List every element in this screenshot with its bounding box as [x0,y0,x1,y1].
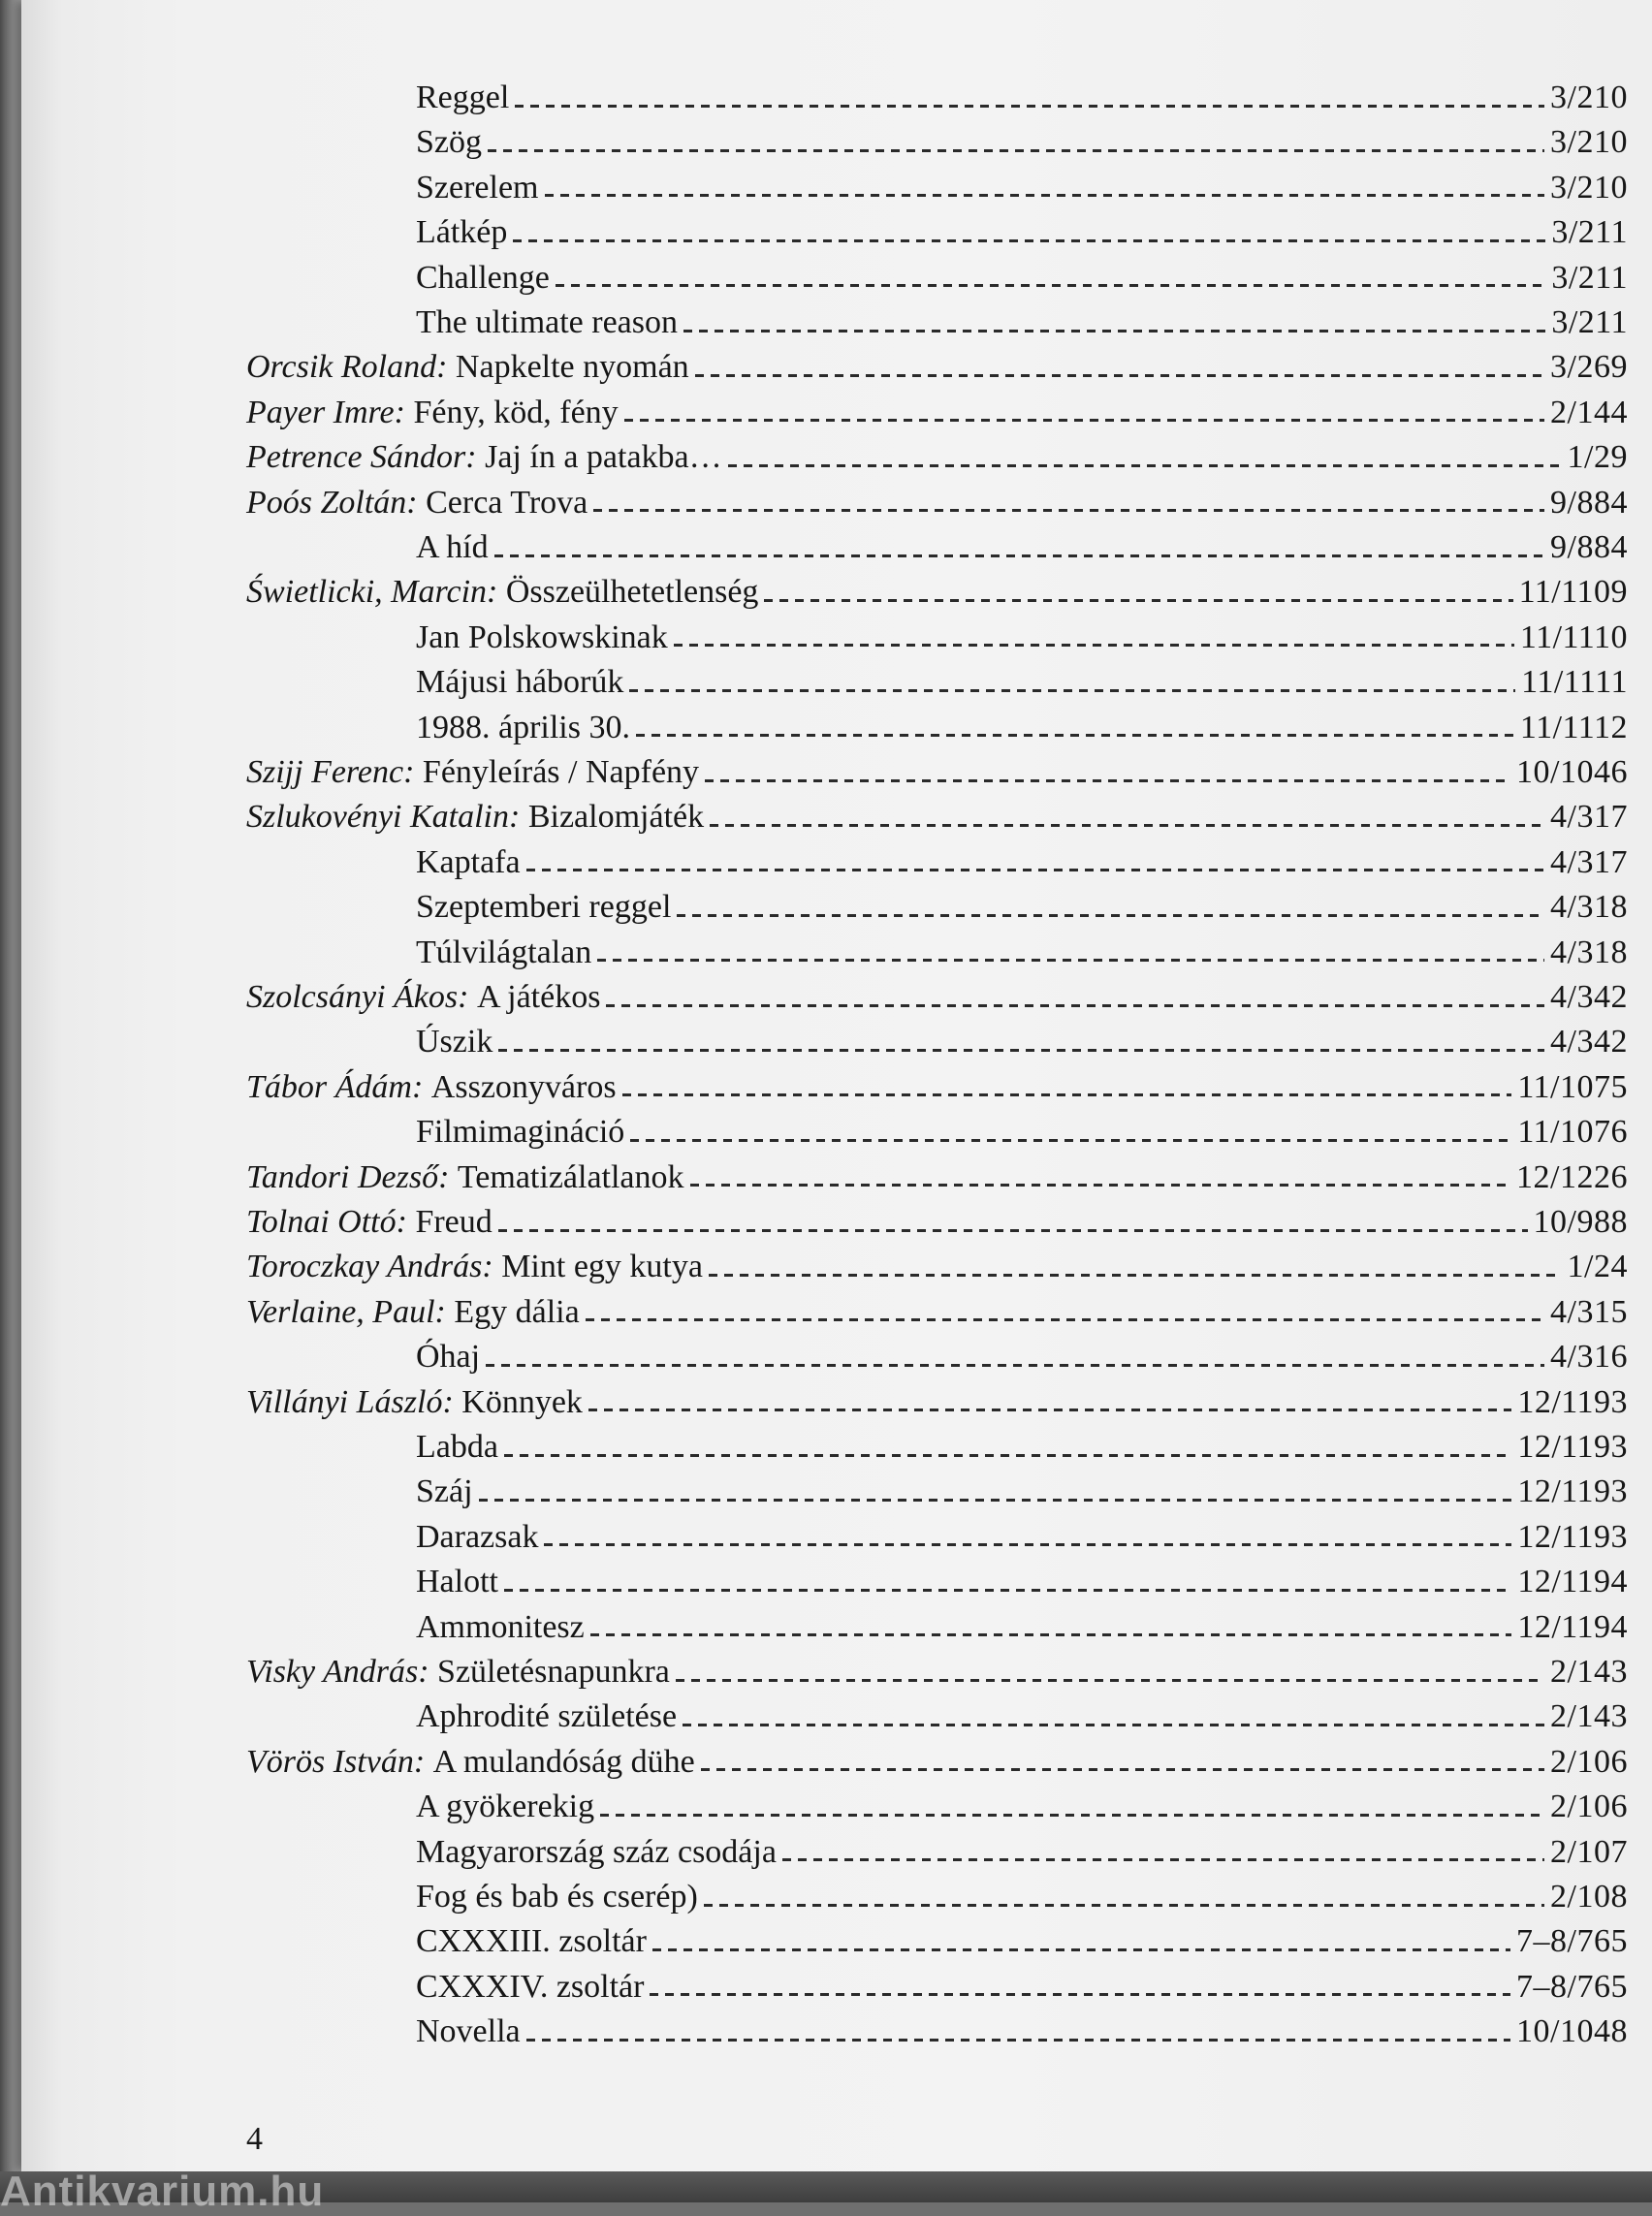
toc-subentry-line [416,710,1628,754]
toc-subentry-line [416,124,1628,169]
entry-title: Szerelem [416,169,539,206]
entry-title: Fog és bab és cserép) [416,1879,698,1915]
issue-page-ref: 2/143 [1550,1654,1628,1690]
dash-leader [588,1409,1511,1411]
entry-author: Tolnai Ottó: [246,1204,407,1240]
toc-entry [246,710,1628,754]
toc-subentry-line [416,1564,1628,1608]
entry-title: CXXXIV. zsoltár [416,1968,645,2005]
author-title-space [414,754,423,791]
author-title-space [493,1249,502,1285]
toc-subentry-line [416,1969,1628,2013]
entry-author: Poós Zoltán: [246,484,418,521]
toc-entry [246,1654,1628,1698]
issue-page-ref: 12/1194 [1517,1608,1628,1645]
entry-author: Szijj Ferenc: [246,754,415,790]
issue-page-ref: 4/342 [1550,979,1628,1015]
issue-page-ref: 4/318 [1550,934,1628,970]
toc-entry-line [246,1159,1628,1204]
issue-page-ref: 11/1112 [1519,709,1628,745]
toc-entry [246,1564,1628,1608]
toc-entry [246,170,1628,214]
entry-title: Challenge [416,259,550,296]
dash-leader [636,734,1514,737]
entry-title: Könnyek [461,1383,583,1420]
dash-leader [504,1589,1511,1592]
toc-subentry-line [416,1473,1628,1518]
dash-leader [650,1993,1510,1996]
issue-page-ref: 1/24 [1567,1249,1628,1285]
issue-page-ref: 4/318 [1550,889,1628,926]
dash-leader [764,599,1512,602]
toc-subentry-line [416,1114,1628,1158]
toc-entry-line [246,349,1628,394]
page-number: 4 [246,2121,263,2157]
toc-entry [246,1159,1628,1204]
issue-page-ref: 4/317 [1550,843,1628,880]
toc-entry-line [246,395,1628,439]
toc-subentry-line [416,1024,1628,1068]
toc-entry [246,1114,1628,1158]
dash-leader [544,1543,1511,1546]
author-title-space [449,1159,458,1196]
issue-page-ref: 12/1226 [1516,1158,1628,1195]
entry-author: Tábor Ádám: [246,1068,424,1105]
toc-entry-line [246,799,1628,843]
author-title-space [477,439,486,476]
toc-subentry-line [416,1609,1628,1654]
toc-entry-line [246,1249,1628,1293]
dash-leader [488,149,1544,152]
issue-page-ref: 4/317 [1550,799,1628,836]
toc-subentry-line [416,844,1628,889]
entry-author: Villányi László: [246,1383,454,1420]
entry-title: Freud [415,1204,492,1240]
toc-entry [246,1789,1628,1833]
author-title-space [425,1744,433,1781]
entry-title: 1988. április 30. [416,709,630,745]
entry-title: Napkelte nyomán [455,349,689,386]
entry-author: Payer Imre: [246,394,405,430]
entry-author: Petrence Sándor: [246,439,477,476]
toc-entry [246,349,1628,394]
issue-page-ref: 11/1075 [1517,1068,1628,1105]
entry-title: Óhaj [416,1339,481,1376]
author-title-space [423,1069,431,1106]
entry-title: Szeptemberi reggel [416,889,672,926]
entry-title: CXXXIII. zsoltár [416,1923,647,1960]
entry-title: Asszonyváros [430,1068,617,1105]
toc-entry [246,124,1628,169]
dash-leader [513,239,1545,242]
entry-author: Visky András: [246,1654,429,1690]
entry-title: Magyarország száz csodája [416,1833,777,1870]
dash-leader [701,1768,1544,1771]
toc-subentry-line [416,79,1628,124]
toc-subentry-line [416,1834,1628,1879]
dash-leader [498,1049,1544,1052]
dash-leader [586,1318,1544,1321]
toc-entry [246,1609,1628,1654]
issue-page-ref: 9/884 [1550,529,1628,565]
issue-page-ref: 3/211 [1551,259,1628,296]
toc-entry-line [246,1384,1628,1429]
issue-page-ref: 7–8/765 [1516,1968,1628,2005]
dash-leader [630,1139,1511,1142]
entry-title: Aphrodité születése [416,1698,678,1735]
author-title-space [454,1384,462,1421]
toc-subentry-line [416,214,1628,259]
toc-entry [246,485,1628,529]
toc-entry [246,1249,1628,1293]
book-spine-edge [0,0,21,2202]
issue-page-ref: 1/29 [1567,439,1628,476]
dash-leader [515,105,1544,108]
author-title-space [447,349,456,386]
toc-entry [246,619,1628,664]
entry-title: A mulandóság dühe [432,1743,695,1780]
issue-page-ref: 11/1109 [1518,574,1628,611]
issue-page-ref: 3/269 [1550,349,1628,386]
toc-entry-line [246,979,1628,1024]
issue-page-ref: 4/342 [1550,1024,1628,1061]
toc-subentry-line [416,1339,1628,1383]
dash-leader [600,1814,1544,1817]
toc-subentry-line [416,304,1628,349]
entry-title: Ammonitesz [416,1608,585,1645]
dash-leader [728,464,1562,467]
author-title-space [446,1294,455,1331]
toc-entry [246,754,1628,799]
issue-page-ref: 3/210 [1550,79,1628,115]
issue-page-ref: 4/316 [1550,1339,1628,1376]
toc-entry [246,574,1628,618]
entry-title: Egy dália [454,1293,580,1330]
toc-subentry-line [416,934,1628,979]
entry-title: Születésnapunkra [437,1654,670,1690]
issue-page-ref: 10/988 [1533,1204,1628,1240]
toc-entry-line [246,1204,1628,1249]
issue-page-ref: 2/144 [1550,394,1628,430]
entry-author: Toroczkay András: [246,1249,493,1285]
entry-title: Úszik [416,1024,493,1061]
issue-page-ref: 12/1193 [1517,1383,1628,1420]
dash-leader [710,824,1544,827]
toc-entry [246,260,1628,304]
issue-page-ref: 12/1193 [1517,1429,1628,1465]
toc-entry [246,1294,1628,1339]
issue-page-ref: 11/1111 [1521,664,1628,701]
entry-title: Filmimagináció [416,1114,625,1151]
dash-leader [709,1274,1562,1277]
document-page [21,0,1652,2171]
entry-title: The ultimate reason [416,304,679,340]
entry-title: Túlvilágtalan [416,934,592,970]
toc-entry [246,1069,1628,1114]
entry-title: Száj [416,1473,473,1510]
toc-entry [246,529,1628,574]
dash-leader [504,1454,1511,1457]
dash-leader [704,1904,1544,1907]
entry-title: Reggel [416,79,510,115]
dash-leader [624,419,1544,422]
dash-leader [683,330,1545,332]
toc-subentry-line [416,1698,1628,1743]
entry-author: Tandori Dezső: [246,1158,450,1195]
toc-subentry-line [416,1923,1628,1968]
author-title-space [520,799,528,836]
issue-page-ref: 3/211 [1551,214,1628,251]
dash-leader [782,1858,1544,1861]
author-title-space [405,395,414,431]
author-title-space [429,1654,438,1691]
dash-leader [629,689,1515,692]
issue-page-ref: 2/106 [1550,1789,1628,1825]
issue-page-ref: 4/315 [1550,1293,1628,1330]
author-title-space [497,574,506,611]
entry-title: Jan Polskowskinak [416,618,668,655]
issue-page-ref: 11/1110 [1519,618,1628,655]
dash-leader [590,1633,1512,1636]
dash-leader [545,194,1545,197]
dash-leader [690,1184,1511,1187]
issue-page-ref: 3/210 [1550,169,1628,206]
toc-entry [246,1384,1628,1429]
entry-title: Labda [416,1429,498,1465]
issue-page-ref: 3/210 [1550,124,1628,161]
toc-entry [246,1429,1628,1473]
toc-entry [246,1969,1628,2013]
toc-entry [246,1879,1628,1923]
entry-author: Orcsik Roland: [246,349,448,386]
toc-entry [246,2013,1628,2058]
toc-entry [246,304,1628,349]
watermark: Antikvarium.hu [0,2168,325,2215]
entry-title: Jaj ín a patakba… [485,439,722,476]
dash-leader [597,959,1544,962]
dash-leader [479,1499,1512,1502]
dash-leader [526,869,1544,871]
toc-entry [246,979,1628,1024]
entry-title: Szög [416,124,482,161]
toc-entry-line [246,1069,1628,1114]
entry-title: Tematizálatlanok [457,1158,684,1195]
toc-subentry-line [416,664,1628,709]
entry-title: Novella [416,2013,521,2050]
toc-subentry-line [416,1429,1628,1473]
entry-author: Szlukovényi Katalin: [246,799,521,836]
toc-subentry-line [416,2013,1628,2058]
toc-subentry-line [416,619,1628,664]
entry-title: A gyökerekig [416,1789,595,1825]
toc-entry [246,395,1628,439]
issue-page-ref: 2/108 [1550,1879,1628,1915]
toc-subentry-line [416,889,1628,934]
dash-leader [683,1724,1544,1726]
toc-entry [246,889,1628,934]
dash-leader [593,509,1544,512]
toc-entry [246,1339,1628,1383]
author-title-space [468,979,477,1016]
entry-title: Májusi háborúk [416,664,624,701]
issue-page-ref: 2/143 [1550,1698,1628,1735]
author-title-space [418,485,427,522]
entry-title: Darazsak [416,1518,539,1555]
toc-entry-line [246,574,1628,618]
entry-title: Összeülhetetlenség [505,574,759,611]
toc-entry [246,1473,1628,1518]
toc-entry-line [246,485,1628,529]
dash-leader [494,554,1544,557]
entry-title: Halott [416,1564,498,1600]
issue-page-ref: 7–8/765 [1516,1923,1628,1960]
entry-author: Świetlicki, Marcin: [246,574,498,611]
toc-subentry-line [416,1879,1628,1923]
toc-entry-line [246,754,1628,799]
entry-title: Mint egy kutya [501,1249,703,1285]
entry-title: Kaptafa [416,843,521,880]
toc-entry [246,439,1628,484]
toc-subentry-line [416,1519,1628,1564]
issue-page-ref: 12/1194 [1517,1564,1628,1600]
toc-entry-line [246,1294,1628,1339]
issue-page-ref: 10/1048 [1516,2013,1628,2050]
dash-leader [526,2039,1510,2042]
dash-leader [705,779,1510,782]
entry-title: Fényleírás / Napfény [422,754,700,790]
issue-page-ref: 2/106 [1550,1743,1628,1780]
issue-page-ref: 3/211 [1551,304,1628,340]
toc-subentry-line [416,260,1628,304]
toc-entry-line [246,1654,1628,1698]
toc-entry [246,1204,1628,1249]
dash-leader [498,1229,1528,1232]
toc-subentry-line [416,170,1628,214]
dash-leader [486,1364,1544,1367]
issue-page-ref: 12/1193 [1517,1473,1628,1510]
entry-author: Szolcsányi Ákos: [246,979,469,1015]
toc-entry-line [246,1744,1628,1789]
entry-title: A híd [416,529,489,565]
entry-author: Verlaine, Paul: [246,1293,446,1330]
toc-entry [246,1834,1628,1879]
issue-page-ref: 9/884 [1550,484,1628,521]
dash-leader [556,284,1545,287]
entry-title: Fény, köd, fény [413,394,619,430]
toc-entry [246,79,1628,124]
entry-title: Bizalomjáték [527,799,705,836]
dash-leader [674,644,1514,647]
dash-leader [606,1004,1544,1007]
toc-entry [246,799,1628,843]
entry-title: A játékos [476,979,601,1015]
author-title-space [407,1204,416,1241]
toc-entry-line [246,439,1628,484]
toc-subentry-line [416,529,1628,574]
issue-page-ref: 2/107 [1550,1833,1628,1870]
toc-subentry-line [416,1789,1628,1833]
toc-entry [246,1519,1628,1564]
issue-page-ref: 11/1076 [1517,1114,1628,1151]
entry-title: Látkép [416,214,508,251]
entry-author: Vörös István: [246,1743,426,1780]
toc-entry [246,1923,1628,1968]
issue-page-ref: 10/1046 [1516,754,1628,790]
dash-leader [695,374,1544,377]
dash-leader [676,1679,1544,1682]
toc-entry [246,214,1628,259]
dash-leader [677,914,1544,917]
toc-entry [246,1698,1628,1743]
toc-entry [246,1744,1628,1789]
entry-title: Cerca Trova [426,484,588,521]
toc-entry [246,934,1628,979]
dash-leader [622,1093,1512,1096]
toc-entry [246,844,1628,889]
dash-leader [652,1948,1510,1951]
toc-entry [246,1024,1628,1068]
toc-entry [246,664,1628,709]
issue-page-ref: 12/1193 [1517,1518,1628,1555]
